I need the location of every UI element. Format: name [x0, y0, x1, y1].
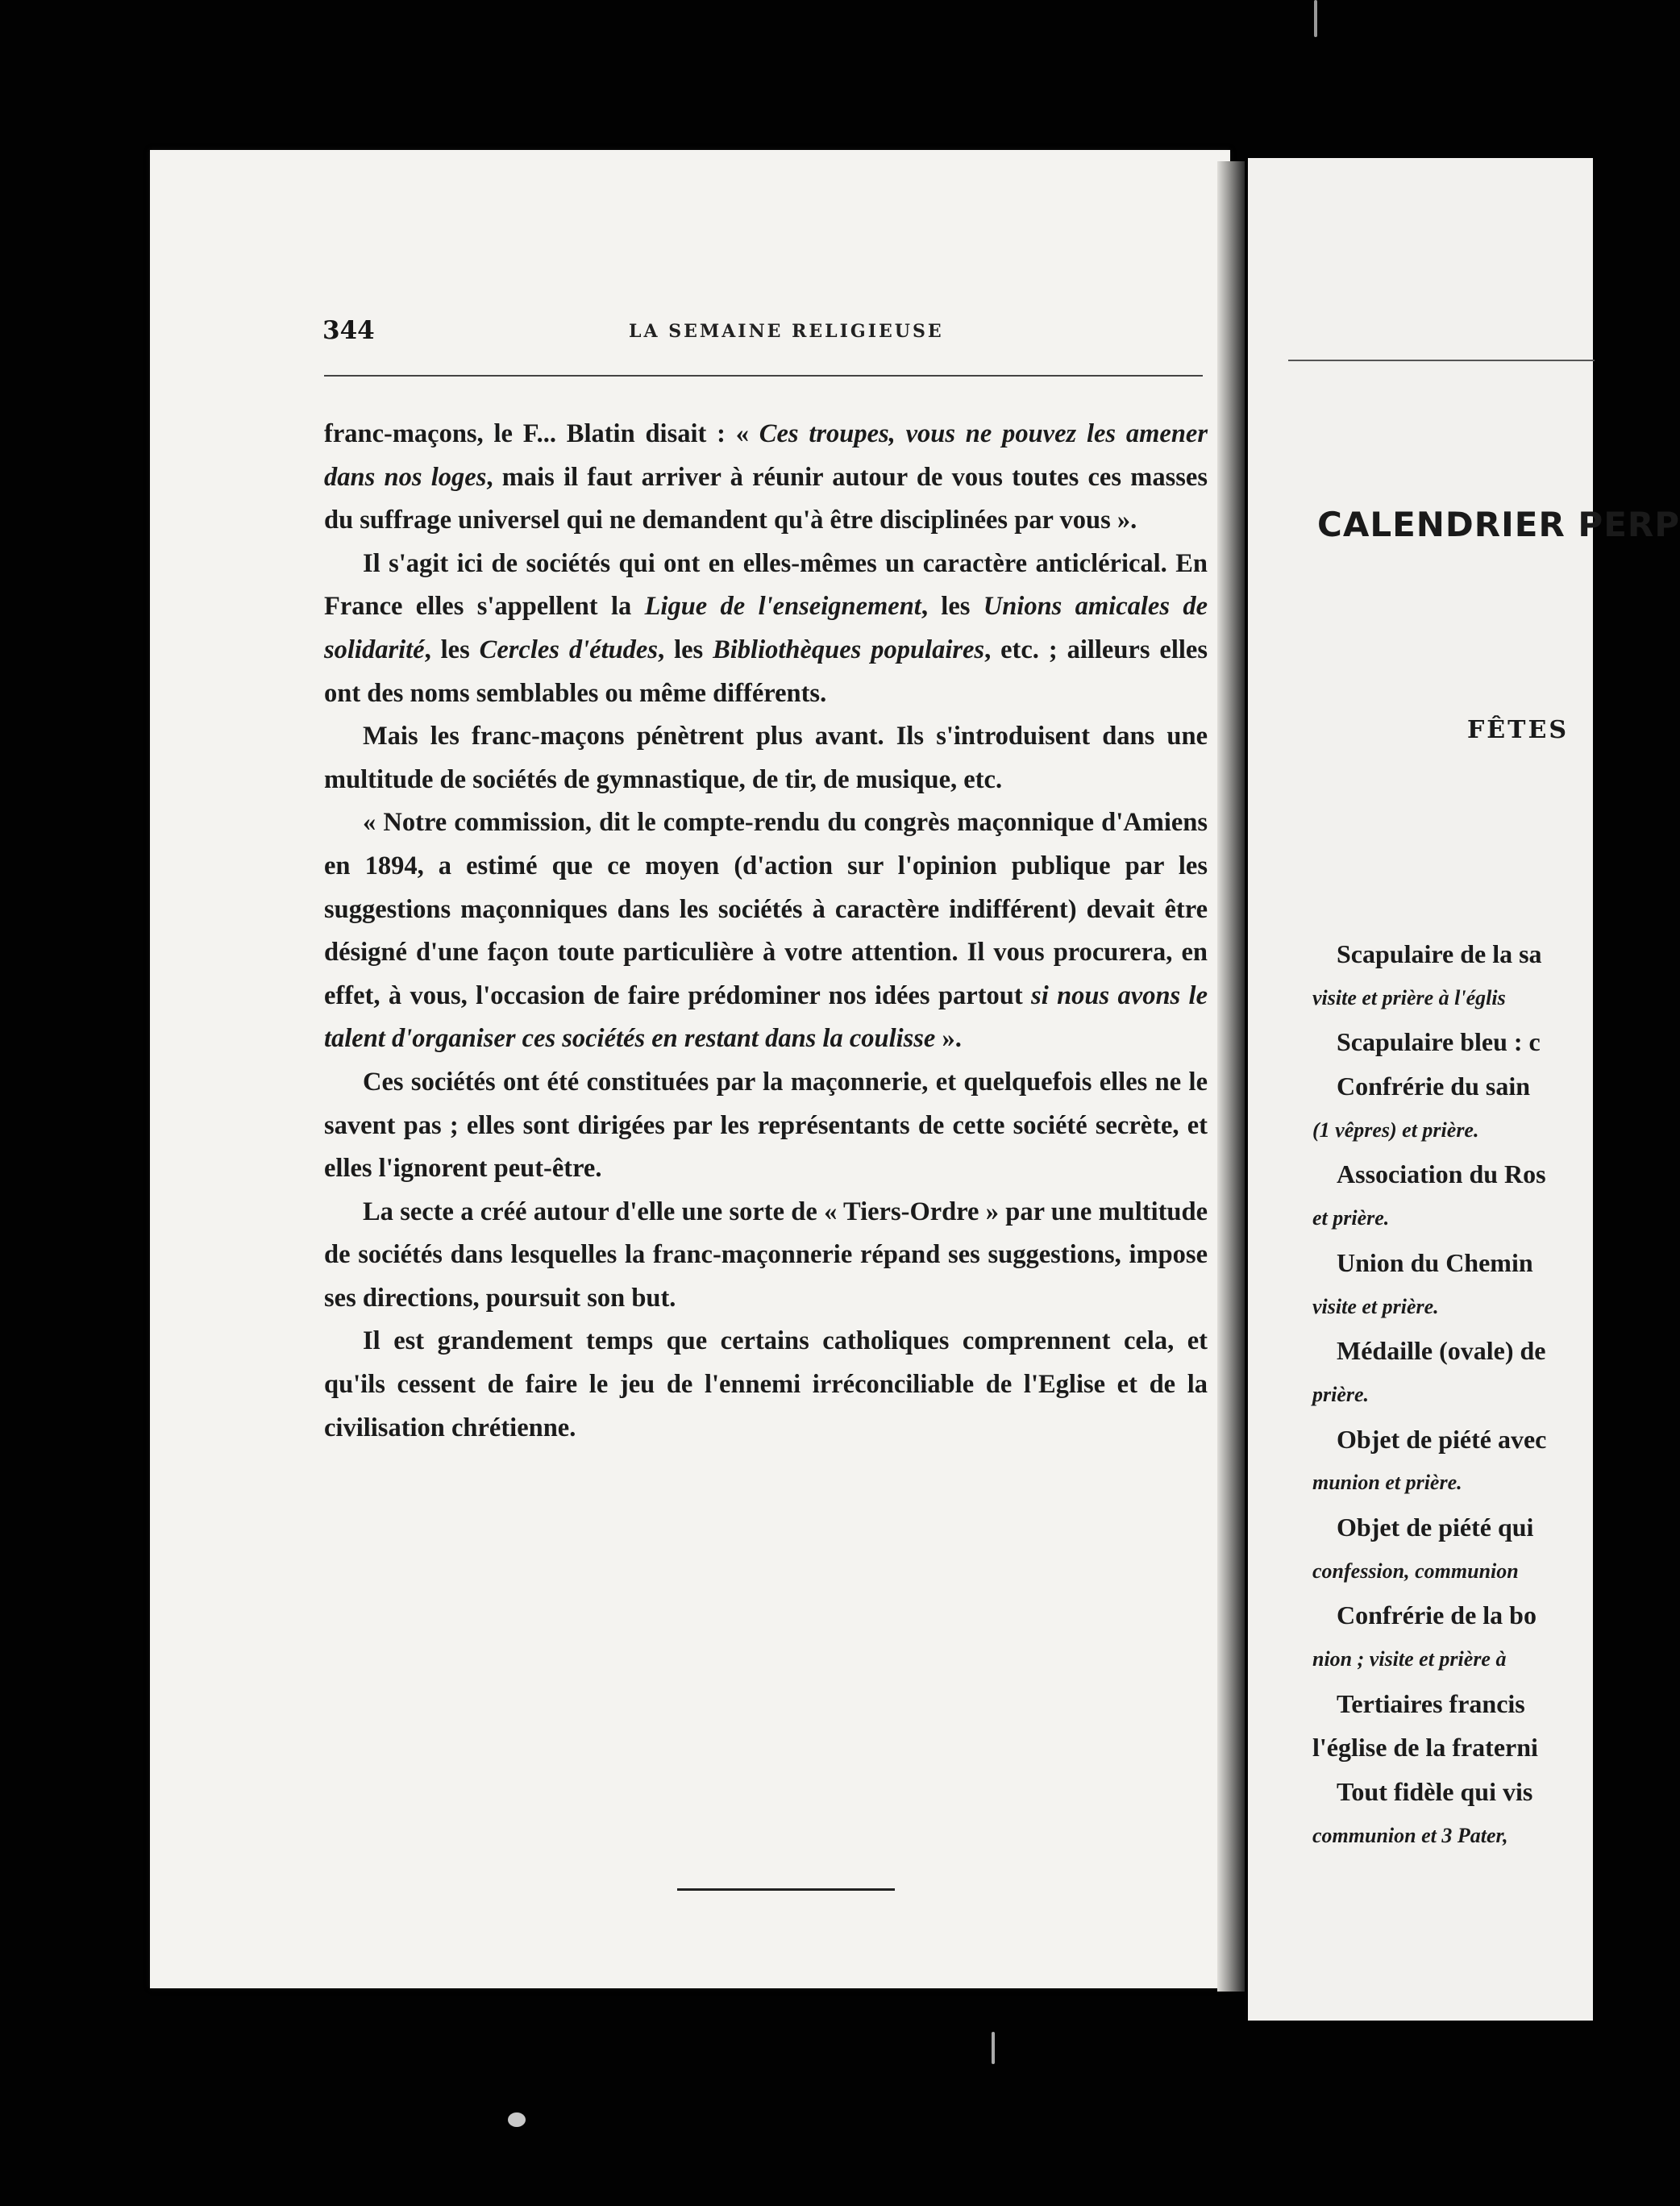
- book-spine: [1217, 161, 1245, 1992]
- calendar-line: l'église de la fraterni: [1312, 1733, 1538, 1763]
- text-run: franc-maçons, le F... Blatin disait : «: [324, 419, 759, 448]
- calendar-line: confession, communion: [1312, 1559, 1519, 1583]
- text-run: , les: [658, 635, 713, 664]
- text-run: , les: [424, 635, 480, 664]
- paragraph: [324, 715, 1208, 801]
- calendar-line: Confrérie de la bo: [1337, 1600, 1537, 1630]
- calendar-line: visite et prière à l'églis: [1312, 985, 1506, 1009]
- italic-text: Unions amicales de solidarité: [324, 592, 1208, 664]
- italic-text: Bibliothèques populaires: [713, 635, 985, 664]
- text-run: Mais les franc-maçons pénètrent plus avant. Ils s'introduisent dans une multitude de sociétés de gymnastique, de tir, de musique, etc.: [324, 722, 1208, 794]
- text-run: , etc. ; ailleurs elles ont des noms semblables ou même différents.: [324, 635, 1208, 708]
- paragraph: [324, 543, 1208, 715]
- scan-scratch: [992, 2032, 995, 2064]
- calendar-line: Scapulaire de la sa: [1337, 939, 1542, 968]
- calendar-line: Tout fidèle qui vis: [1337, 1777, 1533, 1807]
- right-page-subtitle: FÊTES: [1467, 716, 1570, 744]
- scan-scratch: [1314, 0, 1317, 37]
- calendar-line: Objet de piété avec: [1337, 1424, 1547, 1454]
- calendar-line: visite et prière.: [1312, 1294, 1439, 1318]
- calendar-line: Scapulaire bleu : c: [1337, 1027, 1541, 1057]
- paragraph: [324, 801, 1208, 1061]
- text-run: , mais il faut arriver à réunir autour de vous toutes ces masses du suffrage universel qui ne demandent qu'à être disciplinées par vous ».: [324, 462, 1208, 535]
- right-page-lines: [1312, 932, 1651, 1858]
- right-page: [1248, 158, 1680, 2021]
- paragraph: [324, 1320, 1208, 1450]
- header-rule: [324, 375, 1203, 377]
- right-page-title: CALENDRIER PERP: [1317, 505, 1680, 544]
- calendar-line: nion ; visite et prière à: [1312, 1647, 1507, 1671]
- page-number: 344: [322, 316, 375, 345]
- italic-text: si nous avons le talent d'organiser ces sociétés en restant dans la coulisse: [324, 980, 1208, 1054]
- paragraph: [324, 1061, 1208, 1191]
- calendar-line: munion et prière.: [1312, 1471, 1462, 1495]
- paragraph: [324, 1191, 1208, 1321]
- right-header-rule: [1288, 360, 1595, 361]
- text-run: Ces sociétés ont été constituées par la maçonnerie, et quelquefois elles ne le savent pas ; elles sont dirigées par les représentants de cette société secrète, et elles l'ignorent peut-être.: [324, 1067, 1208, 1184]
- calendar-line: Médaille (ovale) de: [1337, 1336, 1546, 1366]
- italic-text: Ces troupes, vous ne pouvez les amener dans nos loges: [324, 419, 1208, 492]
- italic-text: Ligue de l'enseignement: [644, 592, 921, 622]
- calendar-line: Tertiaires francis: [1337, 1688, 1525, 1718]
- text-run: Il est grandement temps que certains catholiques comprennent cela, et qu'ils cessent de faire le jeu de l'ennemi irréconciliable de l'Eglise et de la civilisation chrétienne.: [324, 1326, 1208, 1442]
- text-run: ».: [935, 1024, 962, 1054]
- scan-speck: [508, 2112, 526, 2127]
- calendar-line: Association du Ros: [1337, 1159, 1546, 1189]
- end-rule: [677, 1888, 895, 1891]
- text-run: , les: [921, 592, 983, 622]
- text-run: Il s'agit ici de sociétés qui ont en elles-mêmes un caractère anticlérical. En France elles s'appellent la: [324, 548, 1208, 622]
- running-title: LA SEMAINE RELIGIEUSE: [629, 321, 944, 342]
- paragraph: [324, 413, 1208, 543]
- text-run: La secte a créé autour d'elle une sorte de « Tiers-Ordre » par une multitude de sociétés dans lesquelles la franc-maçonnerie répand ses suggestions, impose ses directions, poursuit son but.: [324, 1197, 1208, 1313]
- calendar-line: Objet de piété qui: [1337, 1512, 1534, 1542]
- italic-text: Cercles d'études: [479, 635, 659, 664]
- calendar-line: et prière.: [1312, 1206, 1390, 1230]
- calendar-line: communion et 3 Pater,: [1312, 1823, 1508, 1847]
- calendar-line: prière.: [1312, 1382, 1370, 1406]
- calendar-line: Confrérie du sain: [1337, 1072, 1530, 1101]
- text-run: « Notre commission, dit le compte-rendu du congrès maçonnique d'Amiens en 1894, a estimé que ce moyen (d'action sur l'opinion publique par les suggestions maçonniques dans les sociétés à caractère indifférent) devait être désigné d'une façon toute particulière à votre attention. Il vous procurera, en effet, à vous, l'occasion de faire prédominer nos idées partout: [324, 808, 1208, 1010]
- article-body: [324, 413, 1208, 1450]
- calendar-line: Union du Chemin: [1337, 1247, 1533, 1277]
- running-head: [177, 310, 1217, 358]
- calendar-line: (1 vêpres) et prière.: [1312, 1118, 1479, 1142]
